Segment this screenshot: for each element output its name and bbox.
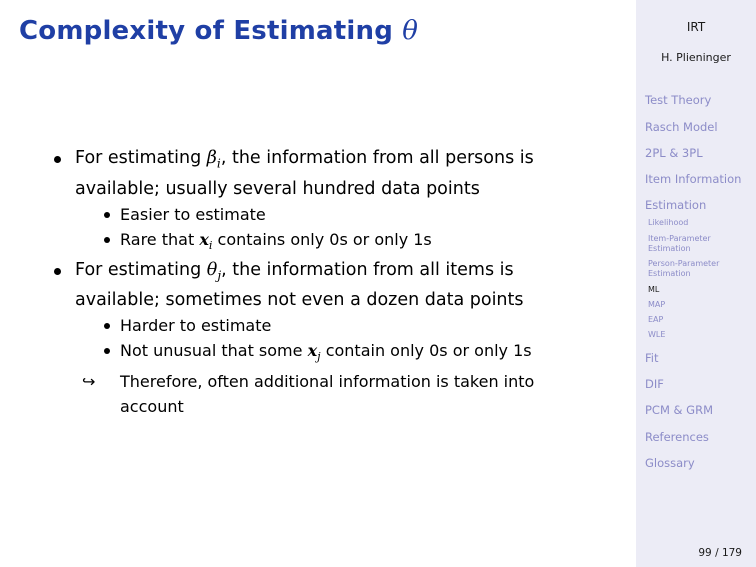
nav-sub-wle[interactable]: WLE bbox=[648, 330, 666, 339]
slide-content bbox=[38, 146, 598, 419]
arrow-note: ↪ Therefore, often additional information is taken into account bbox=[38, 369, 598, 419]
nav-section-fit[interactable]: Fit bbox=[645, 351, 659, 365]
sub-bullet-1-1: Easier to estimate bbox=[38, 202, 598, 227]
nav-section-test-theory[interactable]: Test Theory bbox=[645, 93, 712, 107]
navigation-sidebar bbox=[636, 0, 756, 567]
nav-section-estimation[interactable]: Estimation bbox=[645, 198, 707, 212]
sub-bullet-2-2: Not unusual that some $x_j$ contain only 0s or only 1s bbox=[38, 338, 598, 369]
nav-sub-eap[interactable]: EAP bbox=[648, 315, 664, 324]
sub-bullet-2-1: Harder to estimate bbox=[38, 313, 598, 338]
nav-sub-likelihood[interactable]: Likelihood bbox=[648, 218, 689, 227]
nav-section-glossary[interactable]: Glossary bbox=[645, 456, 695, 470]
slide-title bbox=[19, 16, 418, 46]
sub-bullet-dot bbox=[104, 323, 110, 329]
nav-section-dif[interactable]: DIF bbox=[645, 377, 664, 391]
nav-section-pcm-grm[interactable]: PCM & GRM bbox=[645, 403, 713, 417]
nav-sub-map[interactable]: MAP bbox=[648, 300, 666, 309]
nav-section-item-information[interactable]: Item Information bbox=[645, 172, 742, 186]
nav-sub-item-parameter-estimation[interactable]: Item-Parameter Estimation bbox=[648, 234, 711, 253]
nav-section-references[interactable]: References bbox=[645, 430, 709, 444]
slide-title-text: Complexity of Estimating bbox=[19, 16, 403, 46]
bullet-item-1: For estimating $\beta_i$, the information from all persons is available; usually several hundred data points bbox=[38, 146, 598, 202]
sidebar-author[interactable]: H. Plieninger bbox=[661, 51, 731, 64]
page-number: 99 / 179 bbox=[698, 547, 742, 559]
sidebar-title[interactable]: IRT bbox=[686, 20, 706, 34]
sub-bullet-dot bbox=[104, 348, 110, 354]
sub-bullet-dot bbox=[104, 237, 110, 243]
nav-sub-person-parameter-estimation[interactable]: Person-Parameter Estimation bbox=[648, 259, 720, 278]
hook-arrow-icon: ↪ bbox=[82, 372, 96, 392]
bullet-item-2: For estimating $\theta_j$, the information from all items is available; sometimes not even a dozen data points bbox=[38, 258, 598, 314]
nav-sub-ml[interactable]: ML bbox=[648, 285, 660, 294]
nav-section-2pl-3pl[interactable]: 2PL & 3PL bbox=[645, 146, 703, 160]
sub-bullet-dot bbox=[104, 212, 110, 218]
slide-title-symbol: θ bbox=[402, 16, 419, 46]
bullet-dot bbox=[54, 268, 61, 275]
bullet-dot bbox=[54, 156, 61, 163]
sub-bullet-1-2: Rare that $x_i$ contains only 0s or only 1s bbox=[38, 227, 598, 258]
nav-section-rasch-model[interactable]: Rasch Model bbox=[645, 120, 718, 134]
